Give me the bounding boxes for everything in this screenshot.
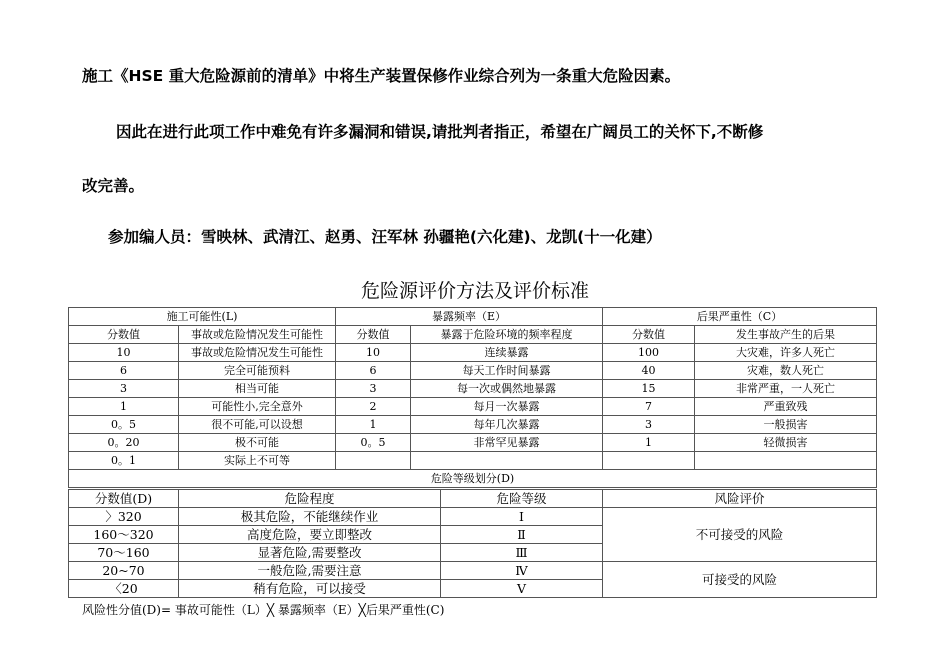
table-cell: 6 (69, 362, 179, 380)
table-cell (603, 452, 695, 470)
risk-level-title: 危险等级划分(D) (69, 470, 877, 488)
table-cell: 1 (69, 398, 179, 416)
table-row (69, 452, 877, 470)
table-cell: 很不可能,可以设想 (179, 416, 336, 434)
table-cell (336, 452, 411, 470)
table-cell: 连续暴露 (411, 344, 603, 362)
table-cell: 40 (603, 362, 695, 380)
table-cell: 10 (69, 344, 179, 362)
table-cell: 大灾难，许多人死亡 (695, 344, 877, 362)
table-cell: 非常罕见暴露 (411, 434, 603, 452)
sub-header: 分数值 (603, 326, 695, 344)
table-cell: 0。20 (69, 434, 179, 452)
table-title: 危险源评价方法及评价标准 (360, 280, 589, 302)
table-cell: 3 (69, 380, 179, 398)
table-cell: 6 (336, 362, 411, 380)
table-cell: 3 (603, 416, 695, 434)
risk-grade: Ⅱ (441, 526, 603, 544)
apology-paragraph-line1: 因此在进行此项工作中难免有许多漏洞和错误,请批判者指正，希望在广阔员工的关怀下,不断修 (116, 123, 764, 141)
risk-score: 〈20 (69, 580, 179, 598)
sub-header: 暴露于危险环境的频率程度 (411, 326, 603, 344)
risk-degree: 一般危险,需要注意 (179, 562, 441, 580)
table-cell: 非常严重，一人死亡 (695, 380, 877, 398)
risk-grade: Ⅴ (441, 580, 603, 598)
table-row (69, 380, 877, 398)
risk-header-row (69, 490, 877, 508)
risk-grade: Ⅲ (441, 544, 603, 562)
risk-score: 160～320 (69, 526, 179, 544)
risk-header: 风险评价 (603, 490, 877, 508)
risk-degree: 高度危险，要立即整改 (179, 526, 441, 544)
table-cell: 实际上不可等 (179, 452, 336, 470)
risk-grade: Ⅳ (441, 562, 603, 580)
group-header-row (69, 308, 877, 326)
table-cell: 相当可能 (179, 380, 336, 398)
risk-score: 20~70 (69, 562, 179, 580)
risk-score: 70～160 (69, 544, 179, 562)
apology-paragraph-line2: 改完善。 (82, 177, 145, 195)
table-cell (411, 452, 603, 470)
table-cell: 严重致残 (695, 398, 877, 416)
table-row (69, 434, 877, 452)
table-cell: 极不可能 (179, 434, 336, 452)
table-cell: 10 (336, 344, 411, 362)
table-cell: 1 (603, 434, 695, 452)
table-cell: 完全可能预料 (179, 362, 336, 380)
table-cell: 每月一次暴露 (411, 398, 603, 416)
risk-formula: 风险性分值(D)= 事故可能性（L）╳ 暴露频率（E）╳后果严重性(C) (82, 603, 445, 617)
risk-header: 危险程度 (179, 490, 441, 508)
table-cell (695, 452, 877, 470)
risk-row (69, 508, 877, 526)
table-cell: 0。5 (69, 416, 179, 434)
table-cell: 每年几次暴露 (411, 416, 603, 434)
sub-header: 分数值 (336, 326, 411, 344)
intro-paragraph: 施工《HSE 重大危险源前的清单》中将生产装置保修作业综合列为一条重大危险因素。 (82, 67, 681, 85)
group-header-consequence: 后果严重性（C） (603, 308, 877, 326)
contributors-paragraph: 参加编人员：雪映林、武清江、赵勇、汪军林 孙疆艳(六化建)、龙凯(十一化建） (108, 228, 662, 246)
table-cell: 每天工作时间暴露 (411, 362, 603, 380)
table-cell: 1 (336, 416, 411, 434)
sub-header: 事故或危险情况发生可能性 (179, 326, 336, 344)
table-row (69, 416, 877, 434)
table-cell: 100 (603, 344, 695, 362)
table-cell: 0。5 (336, 434, 411, 452)
table-cell: 事故或危险情况发生可能性 (179, 344, 336, 362)
risk-evaluation-unacceptable: 不可接受的风险 (603, 508, 877, 562)
table-cell: 0。1 (69, 452, 179, 470)
table-cell: 7 (603, 398, 695, 416)
sub-header: 分数值 (69, 326, 179, 344)
table-cell: 可能性小,完全意外 (179, 398, 336, 416)
risk-evaluation-acceptable: 可接受的风险 (603, 562, 877, 598)
risk-level-table (68, 489, 877, 598)
table-row (69, 398, 877, 416)
risk-header: 危险等级 (441, 490, 603, 508)
table-cell: 15 (603, 380, 695, 398)
risk-degree: 极其危险，不能继续作业 (179, 508, 441, 526)
sub-header: 发生事故产生的后果 (695, 326, 877, 344)
table-cell: 2 (336, 398, 411, 416)
group-header-likelihood: 施工可能性(L) (69, 308, 336, 326)
risk-header: 分数值(D) (69, 490, 179, 508)
table-cell: 每一次或偶然地暴露 (411, 380, 603, 398)
table-cell: 灾难，数人死亡 (695, 362, 877, 380)
risk-degree: 显著危险,需要整改 (179, 544, 441, 562)
sub-header-row (69, 326, 877, 344)
table-row (69, 362, 877, 380)
group-header-exposure: 暴露频率（E） (336, 308, 603, 326)
table-cell: 轻微损害 (695, 434, 877, 452)
risk-degree: 稍有危险，可以接受 (179, 580, 441, 598)
risk-grade: Ⅰ (441, 508, 603, 526)
table-cell: 一般损害 (695, 416, 877, 434)
risk-score: 〉320 (69, 508, 179, 526)
table-cell: 3 (336, 380, 411, 398)
risk-row (69, 562, 877, 580)
evaluation-criteria-table (68, 307, 877, 488)
risk-level-title-row (69, 470, 877, 488)
table-row (69, 344, 877, 362)
